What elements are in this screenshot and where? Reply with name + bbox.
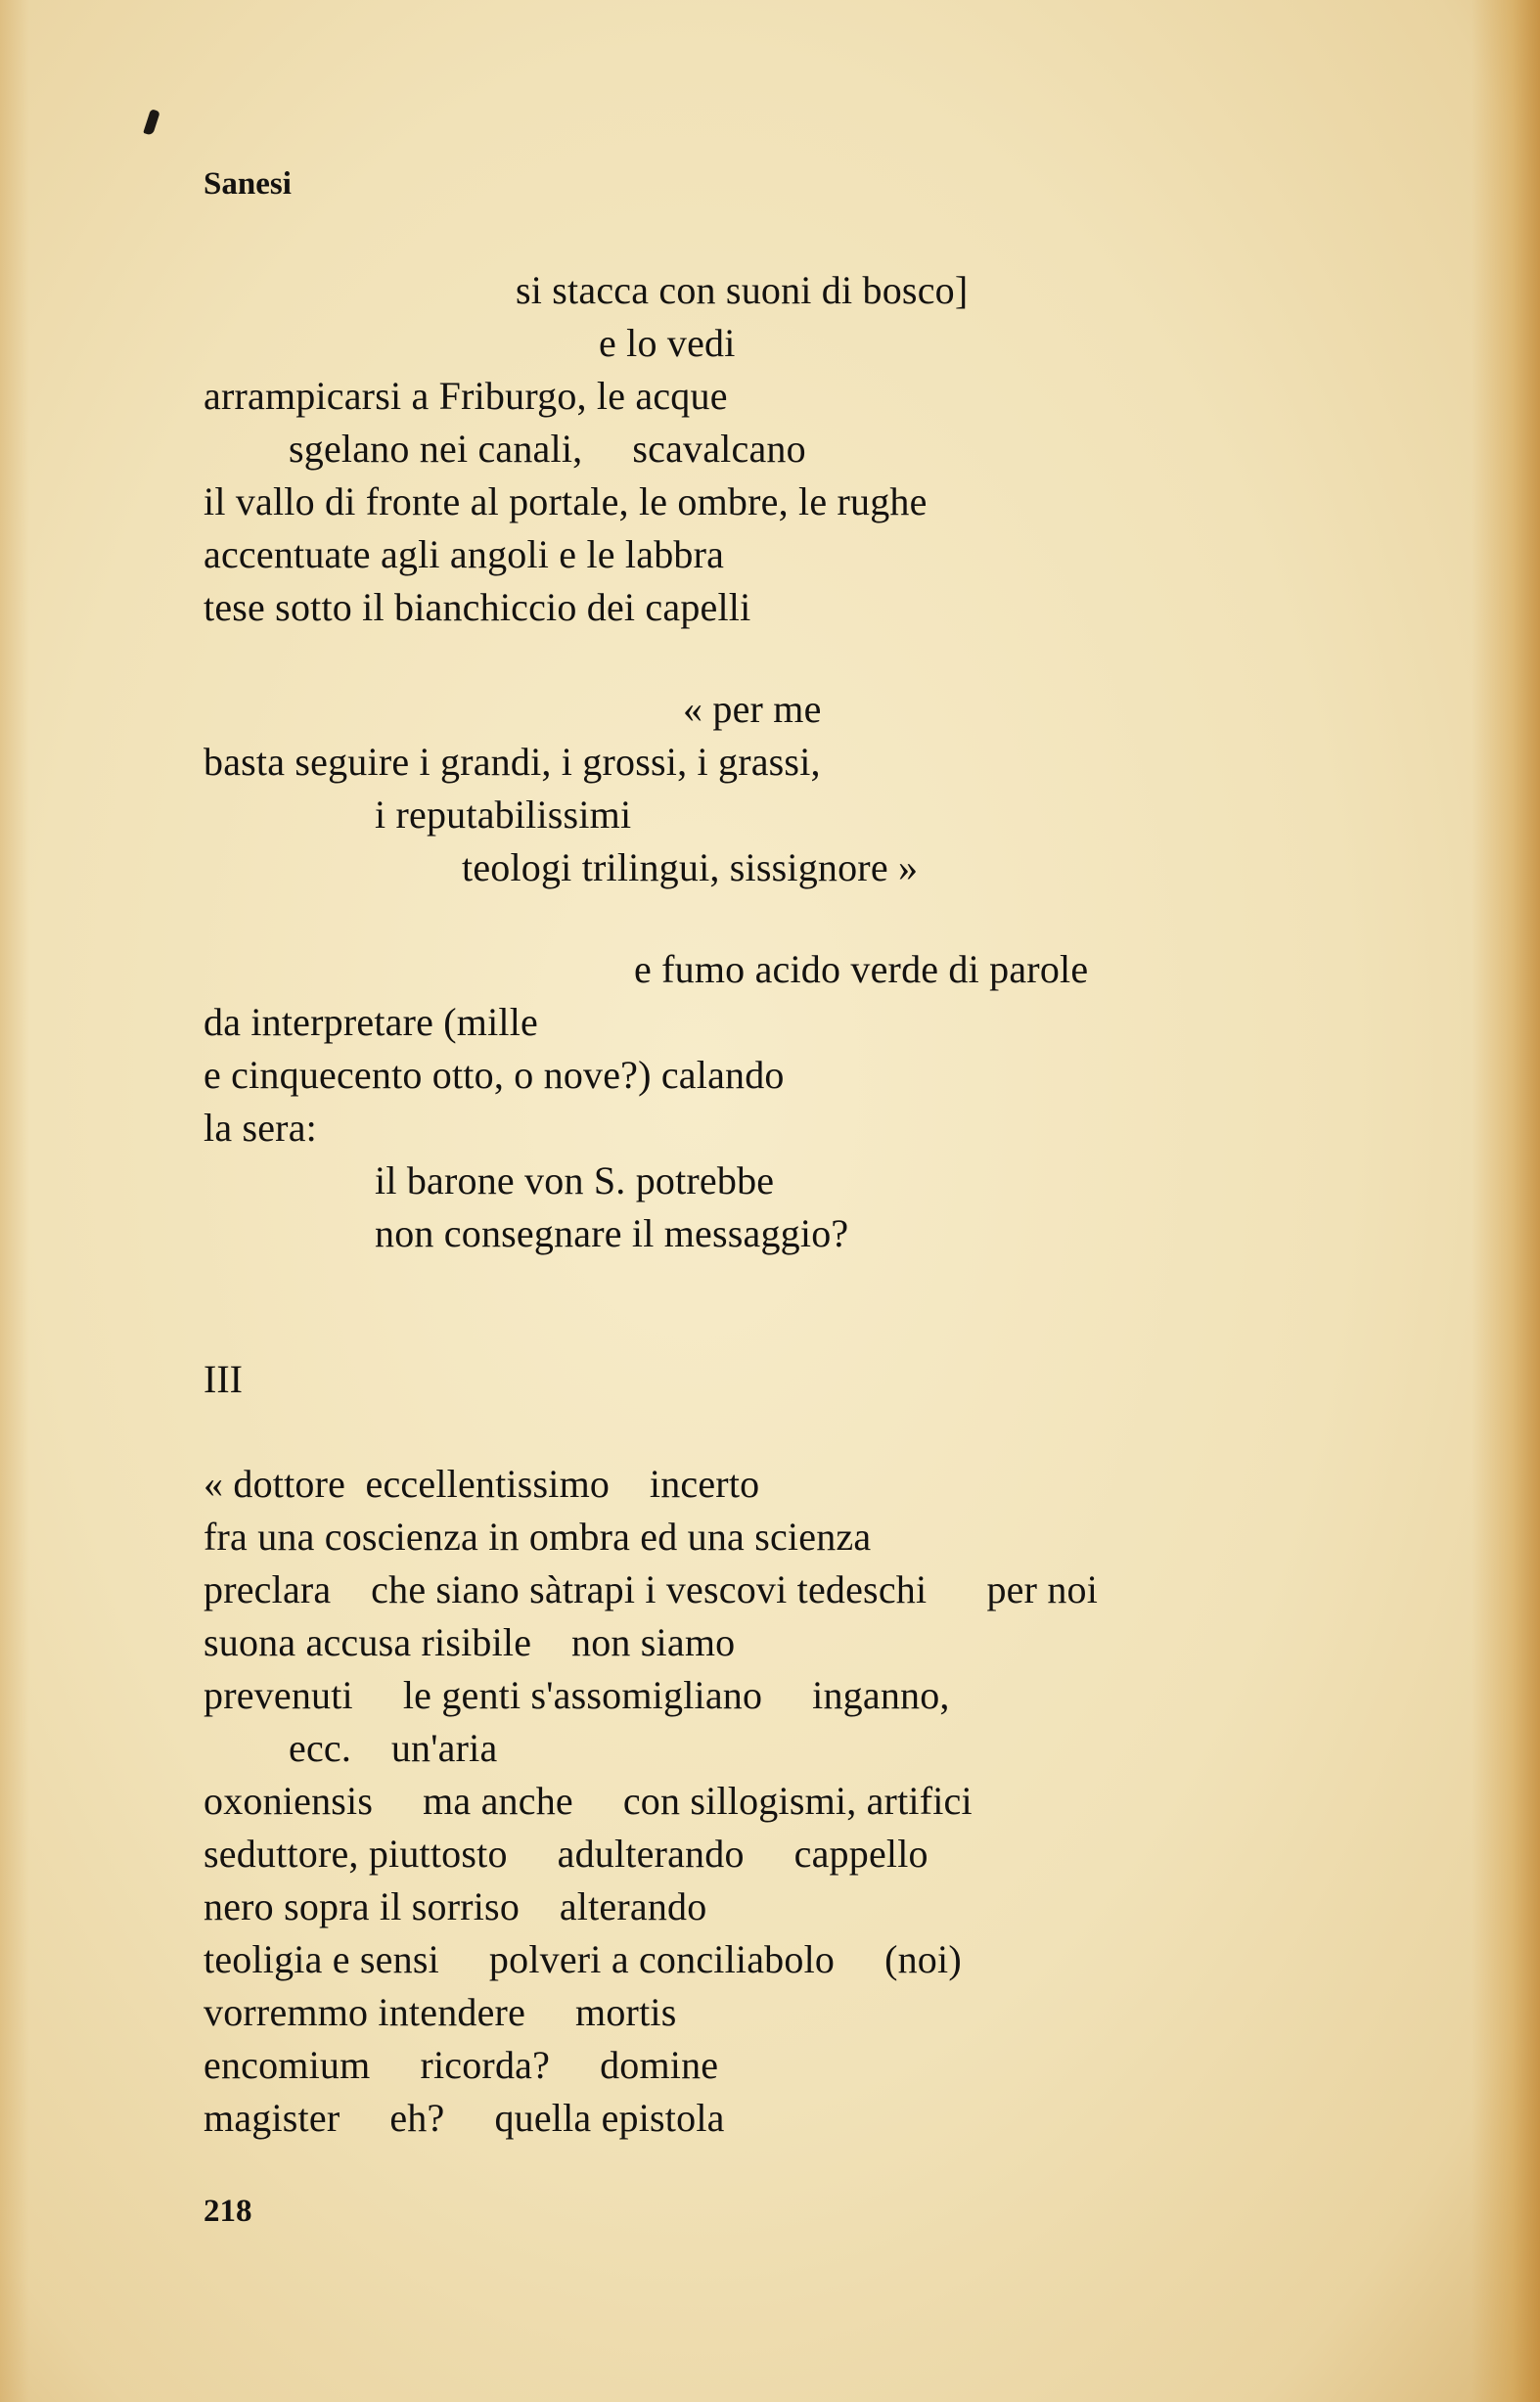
page-left-edge-shadow [0, 0, 29, 2402]
poem-line: accentuate agli angoli e le labbra [204, 532, 725, 576]
poem-line: i reputabilissimi [375, 793, 632, 837]
section-number: III [204, 1357, 243, 1401]
poem-line: la sera: [204, 1106, 317, 1150]
poem-line: ecc. un'aria [289, 1726, 498, 1770]
poem-line: basta seguire i grandi, i grossi, i grassi, [204, 740, 821, 784]
poem-line: oxoniensis ma anche con sillogismi, artifici [204, 1779, 973, 1823]
poem-line: teologi trilingui, sissignore » [462, 845, 919, 889]
poem-line: il vallo di fronte al portale, le ombre, le rughe [204, 479, 928, 523]
poem-line: nero sopra il sorriso alterando [204, 1884, 707, 1928]
poem-line: prevenuti le genti s'assomigliano inganno, [204, 1673, 950, 1717]
poem-line: da interpretare (mille [204, 1000, 538, 1044]
poem-line: e fumo acido verde di parole [634, 947, 1089, 991]
poem-line: arrampicarsi a Friburgo, le acque [204, 374, 728, 418]
poem-line: sgelano nei canali, scavalcano [289, 427, 806, 471]
poem-line: teoligia e sensi polveri a conciliabolo (noi) [204, 1937, 962, 1981]
poem-line: magister eh? quella epistola [204, 2096, 725, 2140]
poem-line: « dottore eccellentissimo incerto [204, 1462, 760, 1506]
poem-line: preclara che siano sàtrapi i vescovi tedeschi per noi [204, 1567, 1099, 1611]
poem-line: suona accusa risibile non siamo [204, 1620, 736, 1664]
ink-mark [143, 109, 160, 136]
running-head: Sanesi [204, 166, 292, 202]
page-right-edge-stain [1472, 0, 1540, 2402]
poem-line: vorremmo intendere mortis [204, 1990, 677, 2034]
poem-line: seduttore, piuttosto adulterando cappello [204, 1832, 929, 1876]
poem-line: tese sotto il bianchiccio dei capelli [204, 585, 751, 629]
poem-line: fra una coscienza in ombra ed una scienza [204, 1515, 872, 1559]
poem-line: si stacca con suoni di bosco] [516, 268, 969, 312]
page-number: 218 [204, 2194, 252, 2229]
poem-line: e cinquecento otto, o nove?) calando [204, 1053, 785, 1097]
poem-line: il barone von S. potrebbe [375, 1158, 775, 1202]
poem-line: « per me [683, 687, 822, 731]
poem-line: non consegnare il messaggio? [375, 1211, 849, 1255]
poem-line: encomium ricorda? domine [204, 2043, 719, 2087]
poem-line: e lo vedi [599, 321, 736, 365]
